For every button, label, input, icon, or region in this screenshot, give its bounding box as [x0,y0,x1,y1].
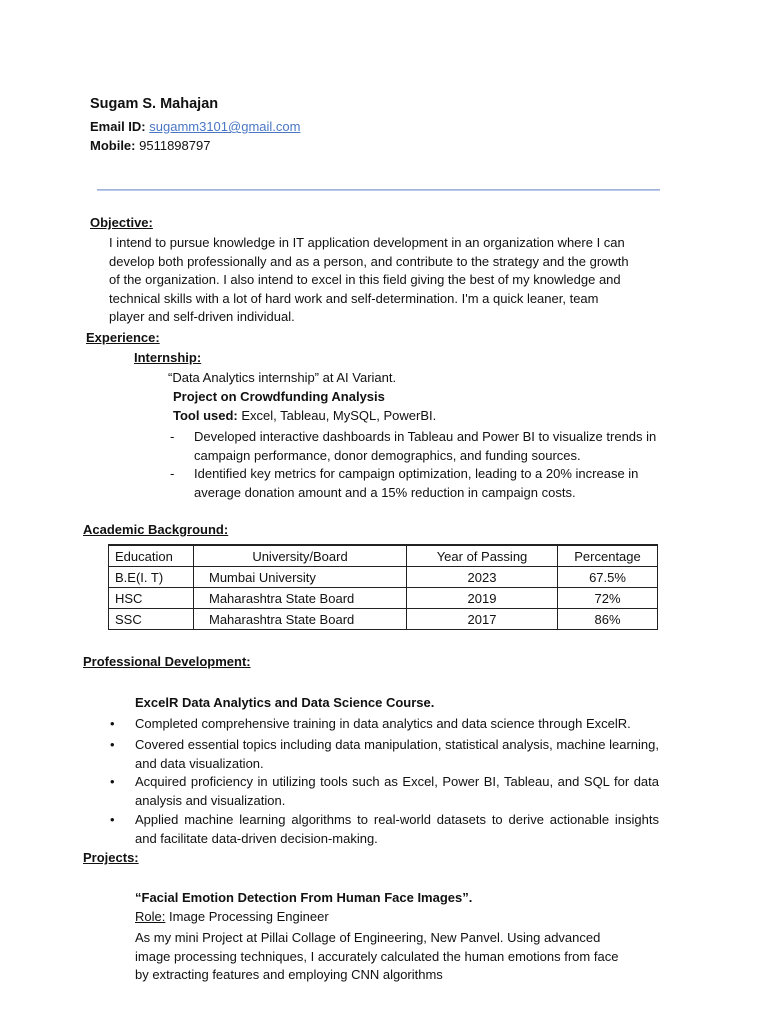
professional-point [110,773,670,811]
project-title: Project on Crowdfunding Analysis [173,389,385,404]
bullet-marker: • [110,716,115,731]
dash-marker: - [170,429,175,444]
bullet-marker: • [110,812,115,827]
experience-heading: Experience: [86,330,160,345]
academic-heading: Academic Background: [83,522,229,537]
role-label: Role: [135,909,166,924]
table-cell: SSC [109,609,194,630]
candidate-name: Sugam S. Mahajan [90,96,219,112]
table-header-row [109,545,658,567]
header-divider [97,189,660,191]
table-cell: 2017 [407,609,558,630]
professional-point-text: Completed comprehensive training in data analytics and data science through ExcelR. [135,716,631,731]
experience-point [170,465,670,503]
column-header: Education [109,545,194,567]
project-line: As my mini Project at Pillai Collage of Engineering, New Panvel. Using advanced [135,930,601,945]
table-cell: 67.5% [558,567,658,588]
internship-heading: Internship: [134,350,202,365]
table-cell: 2023 [407,567,558,588]
project-name: “Facial Emotion Detection From Human Face Images”. [135,890,473,905]
professional-point [110,811,670,849]
table-cell: Mumbai University [194,567,407,588]
academic-table [108,544,658,630]
project-line: by extracting features and employing CNN algorithms [135,967,443,983]
email-label: Email ID: [90,119,146,134]
course-title: ExcelR Data Analytics and Data Science Course. [135,695,435,710]
table-row [109,609,658,630]
mobile-line [90,138,210,153]
role-line [135,909,329,924]
projects-heading: Projects: [83,850,139,865]
table-cell: Maharashtra State Board [194,609,407,630]
professional-point-text: Applied machine learning algorithms to real-world datasets to derive actionable insights and facilitate data-driven decision-making. [135,812,659,846]
internship-title: “Data Analytics internship” at AI Variant. [168,370,397,385]
objective-heading: Objective: [90,215,153,230]
professional-heading: Professional Development: [83,654,251,669]
table-cell: Maharashtra State Board [194,588,407,609]
objective-line: I intend to pursue knowledge in IT application development in an organization where I can [109,235,625,250]
professional-point-text: Acquired proficiency in utilizing tools such as Excel, Power BI, Tableau, and SQL for data analysis and visualization. [135,774,659,808]
dash-marker: - [170,466,175,481]
table-cell: HSC [109,588,194,609]
professional-point-text: Covered essential topics including data manipulation, statistical analysis, machine learning, and data visualization. [135,737,659,771]
bullet-marker: • [110,737,115,752]
role-value: Image Processing Engineer [165,909,329,924]
table-cell: 2019 [407,588,558,609]
professional-point [110,715,670,734]
mobile-label: Mobile: [90,138,136,153]
objective-text [109,234,669,327]
objective-line: player and self-driven individual. [109,309,295,325]
tools-value: Excel, Tableau, MySQL, PowerBI. [237,408,437,423]
experience-point [170,428,670,466]
tools-label: Tool used: [173,408,238,423]
table-cell: 86% [558,609,658,630]
table-row [109,588,658,609]
objective-line: of the organization. I also intend to excel in this field giving the best of my knowledge and [109,272,621,288]
column-header: University/Board [194,545,407,567]
column-header: Year of Passing [407,545,558,567]
experience-point-text: Developed interactive dashboards in Tableau and Power BI to visualize trends in campaign performance, donor demographics, and funding sources. [194,429,657,463]
project-description [135,929,675,985]
email-link[interactable]: sugamm3101@gmail.com [149,119,301,134]
table-row [109,567,658,588]
table-cell: 72% [558,588,658,609]
tools-line [173,408,436,423]
professional-point [110,736,670,774]
table-cell: B.E(I. T) [109,567,194,588]
mobile-number: 9511898797 [139,138,211,153]
objective-line: technical skills with a lot of hard work and self-determination. I'm a quick leaner, team [109,290,599,306]
email-line [90,119,300,134]
bullet-marker: • [110,774,115,789]
column-header: Percentage [558,545,658,567]
project-line: image processing techniques, I accurately calculated the human emotions from face [135,948,619,964]
objective-line: develop both professionally and as a person, and contribute to the strategy and the growth [109,253,629,269]
experience-point-text: Identified key metrics for campaign optimization, leading to a 20% increase in average donation amount and a 15% reduction in campaign costs. [194,466,639,500]
